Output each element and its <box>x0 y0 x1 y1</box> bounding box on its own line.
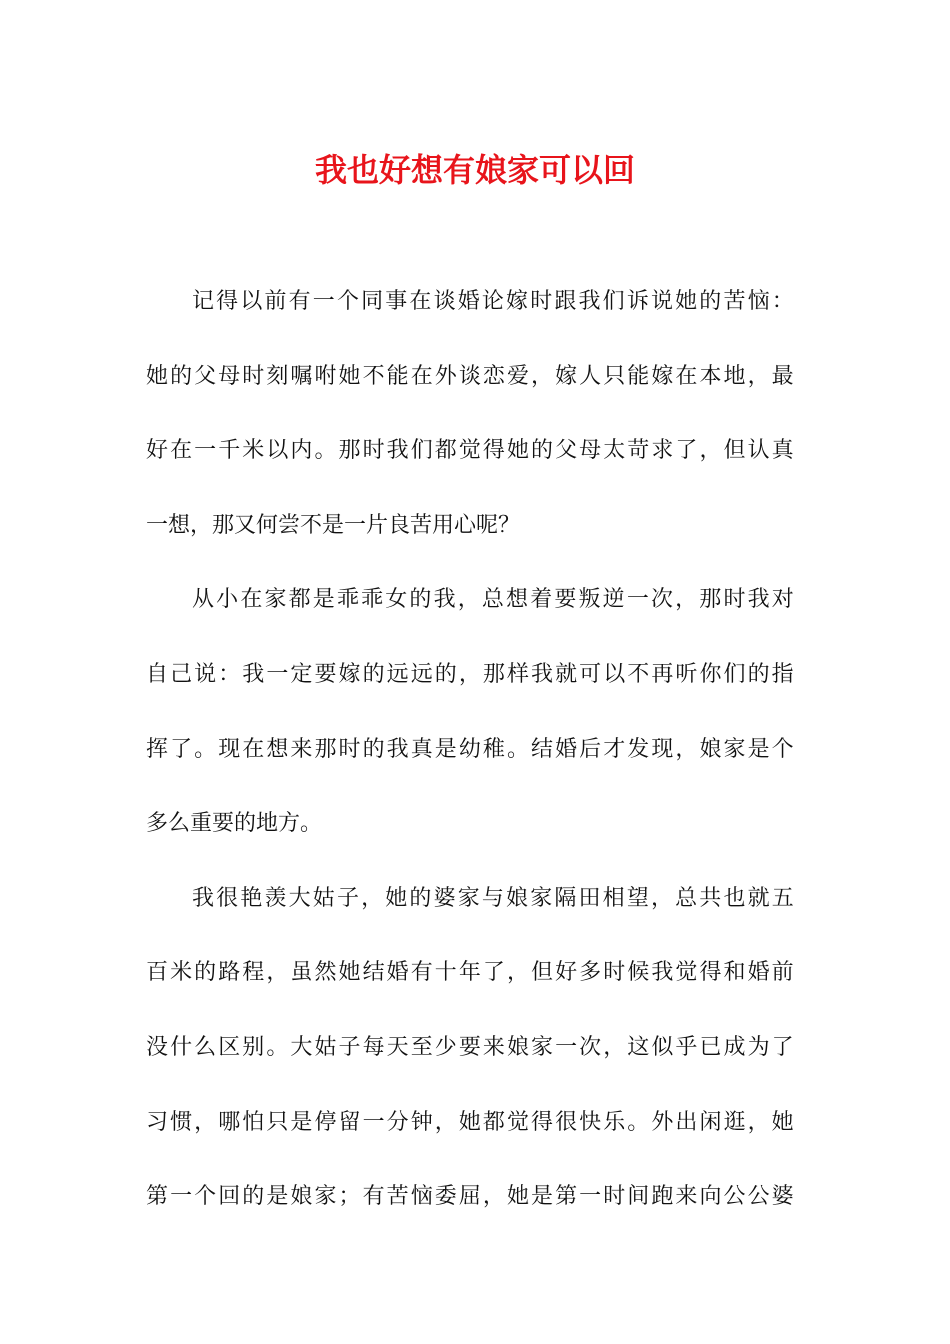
text-line: 她 的 父 母 时 刻 嘱 咐 她 不 能 在 外 谈 恋 爱 ， 嫁 人 只 能 嫁 在 本 地 ， 最 <box>146 363 794 389</box>
text-line: 百 米 的 路 程 ， 虽 然 她 结 婚 有 十 年 了 ， 但 好 多 时 候 我 觉 得 和 婚 前 <box>146 960 794 986</box>
text-line: 我 很 艳 羡 大 姑 子 ， 她 的 婆 家 与 娘 家 隔 田 相 望 ， 总 共 也 就 五 <box>192 885 794 911</box>
document-body <box>146 282 794 1252</box>
text-line: 记 得 以 前 有 一 个 同 事 在 谈 婚 论 嫁 时 跟 我 们 诉 说 她 的 苦 恼 ： <box>192 289 794 314</box>
text-line: 好 在 一 千 米 以 内 。 那 时 我 们 都 觉 得 她 的 父 母 太 苛 求 了 ， 但 认 真 <box>146 438 794 464</box>
text-line: 多么重要的地方。 <box>146 811 323 837</box>
text-line: 一想，那又何尝不是一片良苦用心呢？ <box>146 512 521 538</box>
text-line: 从 小 在 家 都 是 乖 乖 女 的 我 ， 总 想 着 要 叛 逆 一 次 ， 那 时 我 对 <box>192 587 794 613</box>
text-line: 第 一 个 回 的 是 娘 家 ； 有 苦 恼 委 屈 ， 她 是 第 一 时 间 跑 来 向 公 公 婆 <box>146 1184 794 1210</box>
document-title: 我也好想有娘家可以回 <box>314 151 635 189</box>
text-line: 没 什 么 区 别 。 大 姑 子 每 天 至 少 要 来 娘 家 一 次 ， 这 似 乎 已 成 为 了 <box>146 1034 794 1060</box>
text-line: 自 己 说 ： 我 一 定 要 嫁 的 远 远 的 ， 那 样 我 就 可 以 不 再 听 你 们 的 指 <box>146 661 794 687</box>
text-line: 习 惯 ， 哪 怕 只 是 停 留 一 分 钟 ， 她 都 觉 得 很 快 乐 。 外 出 闲 逛 ， 她 <box>146 1109 794 1135</box>
text-line: 挥 了 。 现 在 想 来 那 时 的 我 真 是 幼 稚 。 结 婚 后 才 发 现 ， 娘 家 是 个 <box>146 736 794 762</box>
